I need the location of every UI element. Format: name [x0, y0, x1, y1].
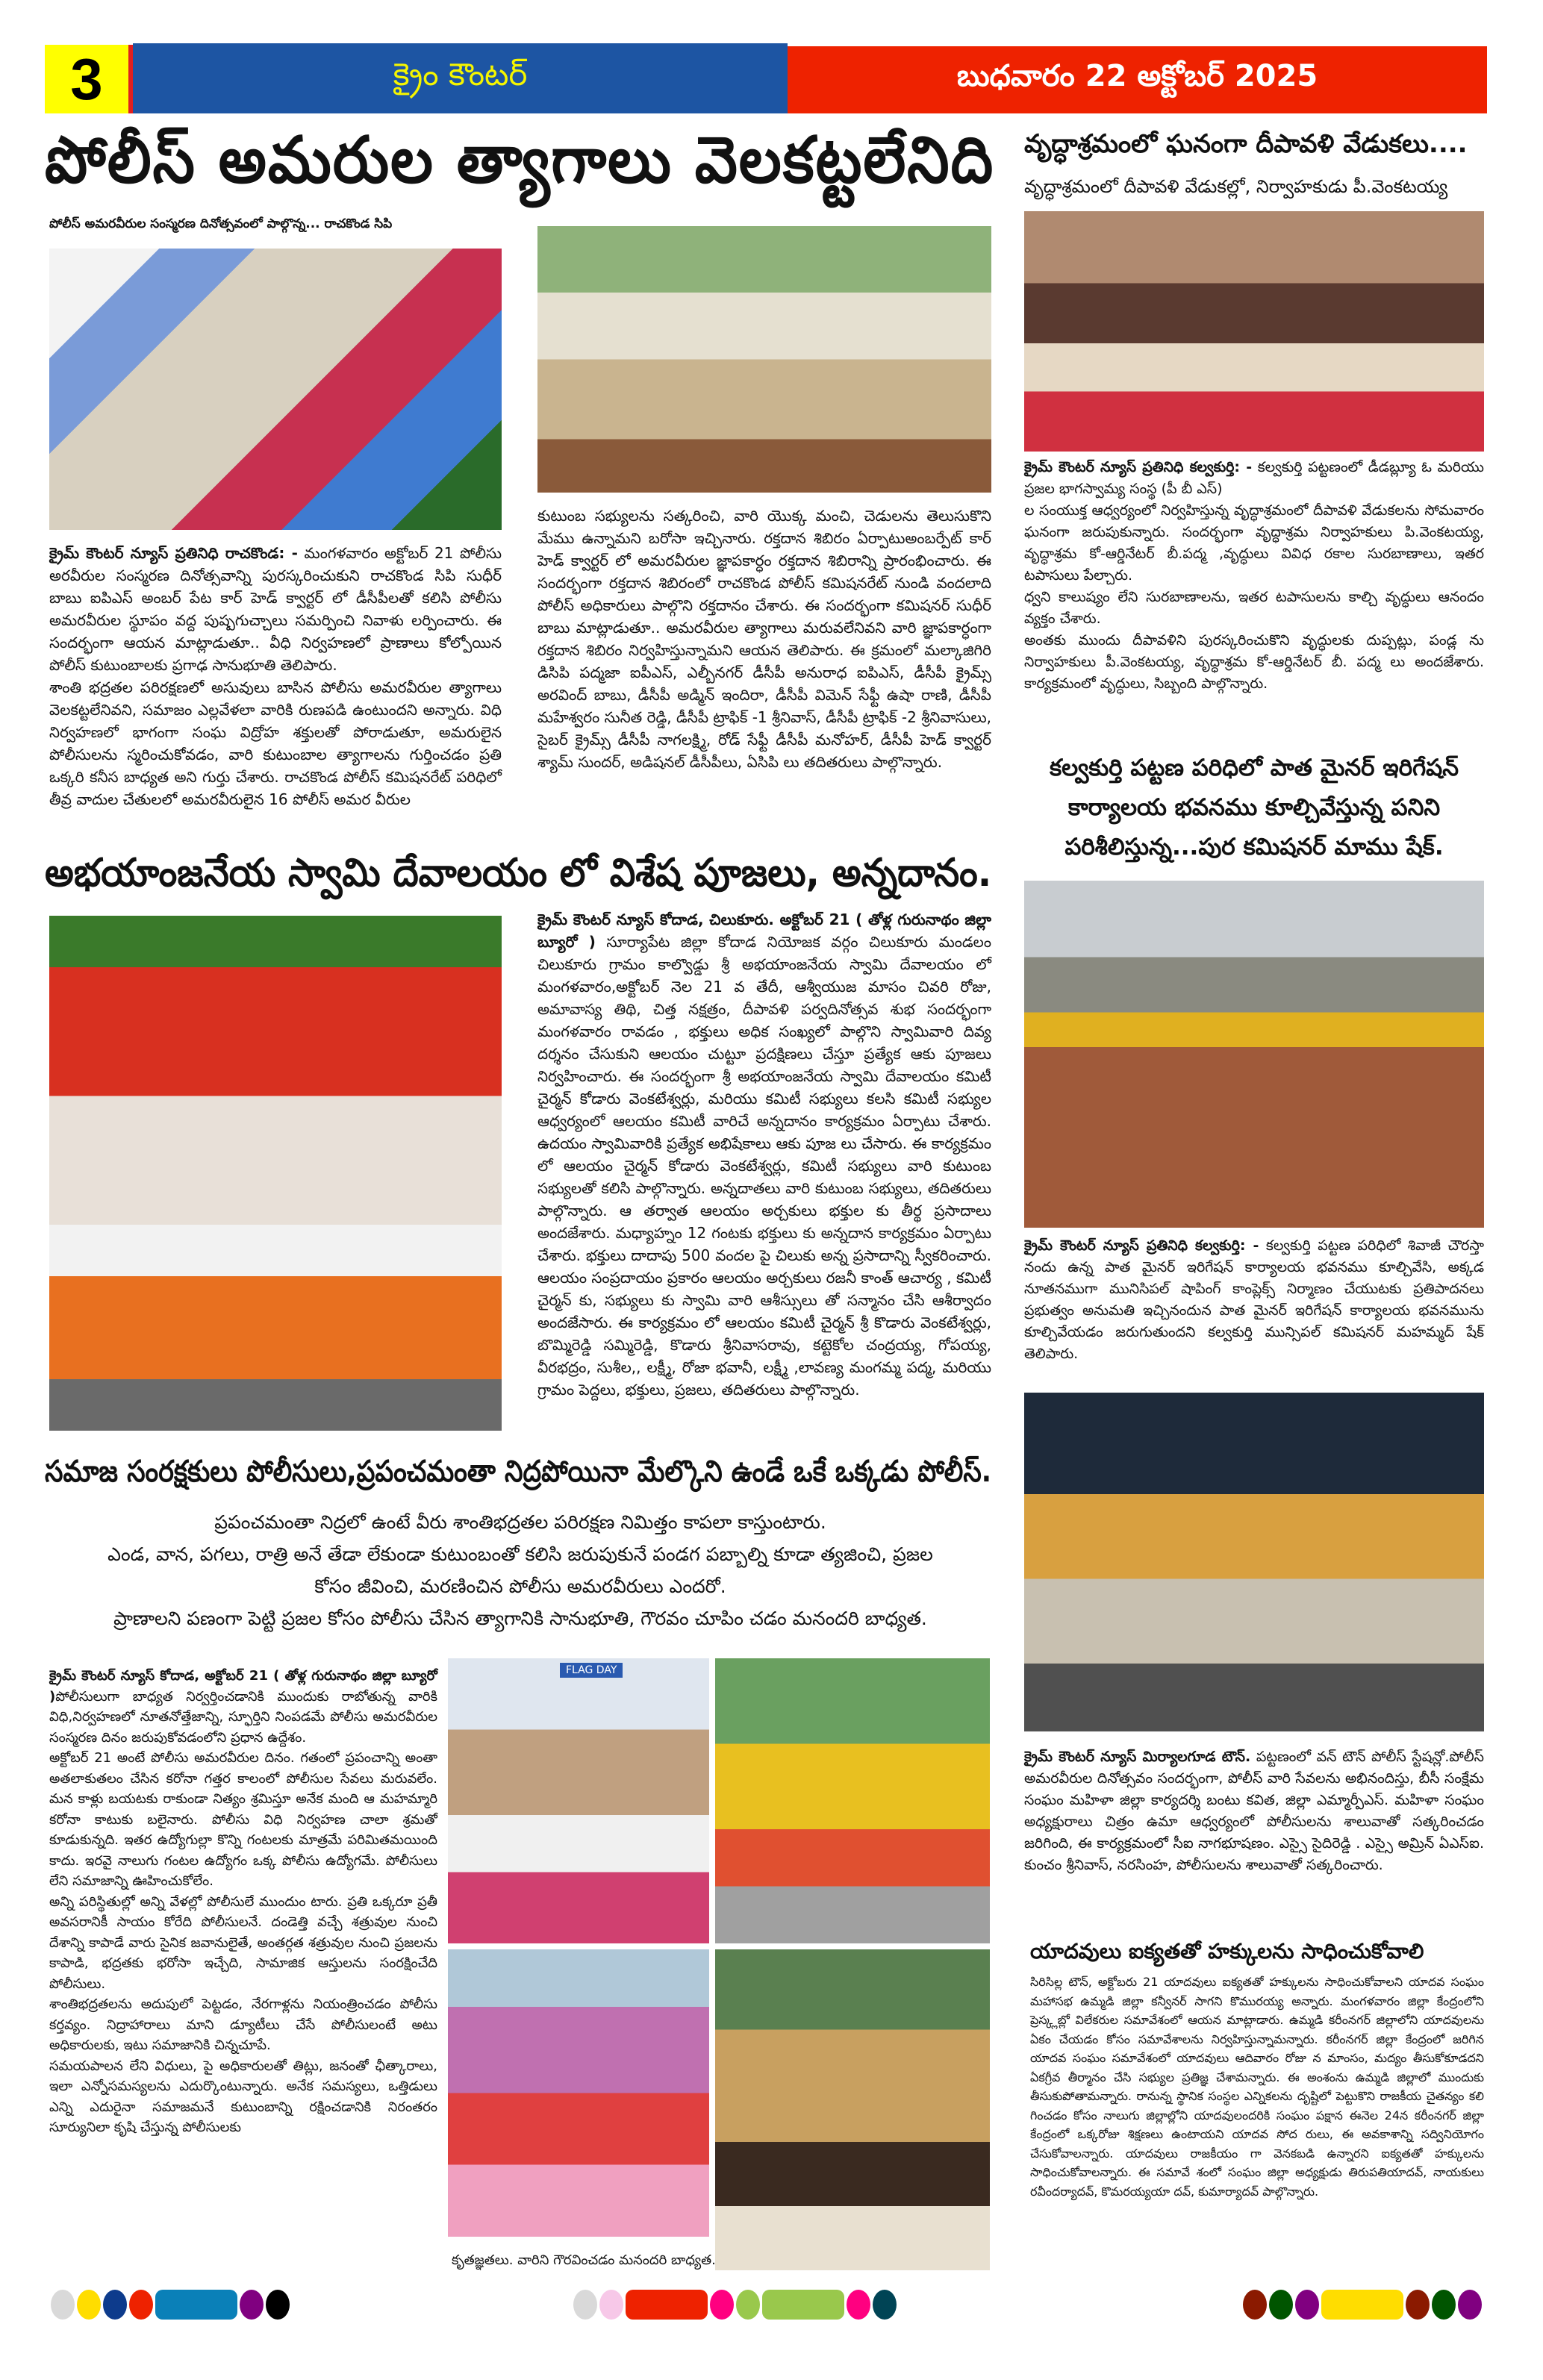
police-felicitation-photo: [1024, 1393, 1484, 1731]
paragraph: పోలీసులుగా బాధ్యత నిర్వర్తించడానికి ముందుకు రాబోతున్న వారికి విధి,నిర్వహణలో నూతనోత్తేజాన్ని, స్ఫూర్తిని నింపడమే పోలీసు అమరవీరుల సంస్మరణ దినం జరుపుకోవడంలోని ప్రధాన ఉద్దేశం.: [49, 1688, 437, 1746]
color-dot: [129, 2290, 153, 2320]
color-dot: [1406, 2290, 1430, 2320]
color-bar: [1321, 2290, 1403, 2320]
color-dot: [573, 2290, 597, 2320]
color-dot: [1269, 2290, 1293, 2320]
diwali-article: [1024, 457, 1484, 695]
color-bar: [155, 2290, 237, 2320]
article-dateline: క్రైమ్ కౌంటర్ న్యూస్ ప్రతినిధి కల్వకుర్తి: -: [1024, 1237, 1259, 1254]
color-bar: [626, 2290, 708, 2320]
issue-date: బుధవారం 22 అక్టోబర్ 2025: [788, 46, 1487, 113]
police-memorial-photo: [49, 249, 502, 530]
paragraph: కుటుంబ సభ్యులను సత్కరించి, వారి యొక్క మంచి, చెడులను తెలుసుకొని మేము ఉన్నామని బరోసా ఇచ్చినారు. రక్తదాన శిబిరం ఏర్పాటుఅంబర్పేట్ కార్ హెడ్ క్వార్టర్ లో అమరవీరుల జ్ఞాపకార్ధం రక్తదాన శిబిరాన్ని ప్రారంభించారు. ఈ సందర్భంగా రక్తదాన శిబిరంలో రాచకొండ పోలీస్ కమిషనరేట్ నుండి వందలాది పోలీస్ అధికారులు పాల్గొని రక్తదానం చేశారు. ఈ సందర్భంగా కమిషనర్ సుధీర్ బాబు మాట్లాడుతూ.. అమరవీరుల త్యాగాలు మరువలేనివని వారి జ్ఞాపకార్ధంగా రక్తదాన శిబిరం నిర్వహిస్తున్నామని ఆయన తెలిపారు. ఈ క్రమంలో మల్కాజిగిరి డిసిపి పద్మజా ఐపీఎస్, ఎల్బీనగర్ డీసీపీ అనురాధ ఐపిఎస్, డీసీపీ క్రైమ్స్ అరవింద్ బాబు, డీసీపీ అడ్మిన్ ఇందిరా, డీసీపీ విమెన్ సేఫ్టీ ఉషా రాణి, డీసీపీ మహేశ్వరం సునీత రెడ్డి, డీసీపీ ట్రాఫిక్ -1 శ్రీనివాస్, డీసీపీ ట్రాఫిక్ -2 శ్రీనివాసులు, సైబర్ క్రైమ్స్ డీసీపీ నాగలక్ష్మి, రోడ్ సేఫ్టీ డీసీపీ మనోహర్, డీసీపీ హెడ్ క్వార్టర్ శ్యామ్ సుందర్, అడిషనల్ డీసీపీలు, ఏసిపి లు తదితరులు పాల్గొన్నారు.: [537, 507, 991, 771]
footer-color-strip-left: [51, 2290, 290, 2320]
article-dateline: క్రైమ్ కౌంటర్ న్యూస్ కోదాడ, అక్టోబర్ 21 ( తోళ్ల గురునాథం జిల్లా బ్యూరో ): [49, 1668, 437, 1705]
diwali-subhead: వృద్ధాశ్రమంలో దీపావళి వేడుకల్లో, నిర్వాహకుడు పీ.వెంకటయ్య: [1024, 176, 1448, 197]
paragraph: సమయపాలన లేని విధులు, పై అధికారులతో తిట్లు, జనంతో ఛీత్కారాలు, ఇలా ఎన్నోసమస్యలను ఎదుర్కొంటున్నారు. అనేక సమస్యలు, ఒత్తిడులు ఎన్ని ఎదురైనా సమాజమనే కుటుంబాన్ని రక్షించడానికి నిరంతరం సూర్యునిలా కృషి చేస్తున్న పోలీసులకు: [49, 2058, 437, 2135]
diwali-celebration-photo: [1024, 211, 1484, 452]
tribute-photo: [448, 1949, 709, 2237]
paragraph: శాంతిభద్రతలను అదుపులో పెట్టడం, నేరగాళ్లను నియంత్రించడం పోలీసు కర్తవ్యం. నిద్రాహారాలు మాని డ్యూటీలు చేసే పోలీసులంటే అటు అధికారులకు, ఇటు సమాజానికి చిన్నచూపే.: [49, 1996, 437, 2053]
paragraph: ల సంయుక్త ఆధ్వర్యంలో నిర్వహిస్తున్న వృద్ధాశ్రమంలో దీపావళి వేడుకలను సోమవారం ఘనంగా జరుపుకున్నారు. సందర్భంగా వృద్ధాశ్రమ నిర్వాహకులు పి.వెంకటయ్య, వృద్ధాశ్రమ కో-ఆర్డినేటర్ బీ.పద్మ ,వృద్ధులు వివిధ రకాల సురబాణాలు, ఇతర టపాసులు పేల్చారు.: [1024, 502, 1484, 584]
paragraph: అక్టోబర్ 21 అంటే పోలీసు అమరవీరుల దినం. గతంలో ప్రపంచాన్ని అంతా అతలాకుతలం చేసిన కరోనా గత్తర కాలంలో పోలీసుల సేవలు మరువలేం. మన కాళ్లు బయటకు రాకుండా నిత్యం శ్రమిస్తూ అనేక మంది ఆ మహమ్మారి కరోనా కాటుకు బలైనారు. పోలీసు విధి నిర్వహణ చాలా శ్రమతో కూడుకున్నది. ఇతర ఉద్యోగుల్లా కొన్ని గంటలకు మాత్రమే పరిమితమయింది కాదు. ఇరవై నాలుగు గంటల ఉద్యోగం ఒక్క పోలీసు ఉద్యోగమే. పోలీసులు లేని సమాజాన్ని ఊహించుకోలేం.: [49, 1750, 437, 1889]
color-dot: [1295, 2290, 1319, 2320]
color-dot: [77, 2290, 101, 2320]
demolition-headline: కల్వకుర్తి పట్టణ పరిధిలో పాత మైనర్ ఇరిగేషన్ కార్యాలయ భవనము కూల్చివేస్తున్న పనిని పరిశీలిస్తున్న...పుర కమిషనర్ మాము షేక్.: [1049, 755, 1459, 861]
police-subhead: పోలీస్ అమరవీరుల సంస్మరణ దినోత్సవంలో పాల్గొన్న... రాచకొండ సిపి: [49, 216, 393, 231]
highlight-line: ఎండ, వాన, పగలు, రాత్రి అనే తేడా లేకుండా కుటుంబంతో కలిసి జరుపుకునే పండగ పబ్బాల్ని కూడా త్యజించి, ప్రజల: [107, 1543, 933, 1565]
demolition-article: [1024, 1235, 1484, 1365]
color-bar: [762, 2290, 844, 2320]
color-dot: [51, 2290, 75, 2320]
color-dot: [266, 2290, 290, 2320]
color-dot: [103, 2290, 127, 2320]
page-number: 3: [45, 45, 133, 113]
demolition-site-photo: [1024, 881, 1484, 1228]
main-headline: పోలీస్ అమరుల త్యాగాలు వెలకట్టలేనిది: [45, 123, 995, 198]
photo-caption: కృతజ్ఞతలు. వారిని గౌరవించడం మనందరి బాధ్యత.: [452, 2252, 716, 2268]
paragraph: శాంతి భద్రతల పరిరక్షణలో అసువులు బాసిన పోలీసు అమరవీరుల త్యాగాలు వెలకట్టలేనివని, సమాజం ఎల్లవేళలా వారికి రుణపడి ఉంటుందని అన్నారు. విధి నిర్వహణలో భాగంగా సంఘ విద్రోహ శక్తులతో పోరాడుతూ, అమరులైన పోలీసులను స్మరించుకోవడం, వారి కుటుంబాల త్యాగాలను గుర్తించడం ప్రతి ఒక్కరి కనీస బాధ్యత అని గుర్తు చేశారు. రాచకొండ పోలీస్ కమిషనరేట్ పరిధిలో తీవ్ర వాదుల చేతులలో అమరవీరులైన 16 పోలీస్ అమర వీరుల: [49, 678, 502, 808]
flag-day-banner: FLAG DAY: [560, 1663, 623, 1678]
paragraph: పట్టణంలో వన్ టౌన్ పోలీస్ స్టేషన్లో.పోలీస్ అమరవీరుల దినోత్సవం సందర్భంగా, పోలీస్ వారి సేవలను అభినందిస్తు, బీసీ సంక్షేమ సంఘం మహిళా జిల్లా కార్యదర్శి బంటు కవిత, జిల్లా ఎమ్మార్పీఎస్. మహిళా సంఘం అధ్యక్షురాలు చిత్రం ఉమా ఆధ్వర్యంలో పోలీసులను శాలువాతో సత్కరించడం జరిగింది, ఈ కార్యక్రమంలో సీఐ నాగభూషణం. ఎస్సై సైదిరెడ్డి . ఎస్సై అమ్రిన్ ఏఎస్ఐ. కుంచం శ్రీనివాస్, నరసింహ, పోలీసులను శాలువాతో సత్కరించారు.: [1024, 1749, 1484, 1873]
newspaper-name: క్రైం కౌంటర్: [133, 43, 788, 113]
diwali-headline: వృద్ధాశ్రమంలో ఘనంగా దీపావళి వేడుకలు....: [1024, 129, 1468, 159]
paragraph: ధ్వని కాలుష్యం లేని సురబాణాలను, ఇతర టపాసులను కాల్చి వృద్ధులు ఆనందం వ్యక్తం చేశారు.: [1024, 589, 1484, 627]
society-headline: సమాజ సంరక్షకులు పోలీసులు,ప్రపంచమంతా నిద్రపోయినా మేల్కొని ఉండే ఒకే ఒక్కడు పోలీస్.: [45, 1455, 992, 1489]
paragraph: మంగళవారం అక్టోబర్ 21 పోలీసు అరవీరుల సంస్మరణ దినోత్సవాన్ని పురస్కరించుకుని రాచకొండ సిపి సుధీర్ బాబు ఐపిఎస్ అంబర్ పేట కార్ హెడ్ క్వార్టర్ లో డీసీపీలతో కలిసి పోలీసు అమరవీరుల స్థూపం వద్ద పుష్పగుచ్చాలు సమర్పించి నివాళు లర్పించారు. ఈ సందర్భంగా ఆయన మాట్లాడుతూ.. వీధి నిర్వహణలో ప్రాణాలు కోల్పోయిన పోలీస్ కుటుంబాలకు ప్రగాఢ సానుభూతి తెలిపారు.: [49, 544, 502, 674]
color-dot: [736, 2290, 760, 2320]
color-dot: [240, 2290, 264, 2320]
police-article-left: [49, 542, 502, 810]
footer-color-strip-right: [1243, 2290, 1482, 2320]
paragraph: కల్వకుర్తి పట్టణంలో డీడబ్ల్యూ ఓ మరియు ప్రజల భాగస్వామ్య సంస్థ (పీ బీ ఎస్): [1024, 459, 1484, 497]
police-officers-photo: [448, 1658, 709, 1943]
police-salute-photo: [715, 1949, 990, 2270]
color-dot: [599, 2290, 623, 2320]
color-dot: [873, 2290, 897, 2320]
temple-article: [537, 908, 991, 1401]
police-article-middle: [537, 505, 991, 773]
article-dateline: క్రైమ్ కౌంటర్ న్యూస్ ప్రతినిధి కల్వకుర్తి: -: [1024, 459, 1253, 475]
color-dot: [710, 2290, 734, 2320]
color-dot: [1432, 2290, 1456, 2320]
yadav-headline: యాదవులు ఐక్యతతో హక్కులను సాధించుకోవాలి: [1030, 1939, 1424, 1964]
highlight-line: ప్రపంచమంతా నిద్రలో ఉంటే వీరు శాంతిభద్రతల పరిరక్షణ నిమిత్తం కాపలా కాస్తుంటారు.: [214, 1511, 826, 1533]
color-dot: [1243, 2290, 1267, 2320]
paragraph: సూర్యాపేట జిల్లా కోదాడ నియోజక వర్గం చిలుకూరు మండలం చిలుకూరు గ్రామం కాల్వొడ్డు శ్రీ అభయాంజనేయ స్వామి దేవాలయం లో మంగళవారం,అక్టోబర్ నెల 21 వ తేదీ, ఆశ్వీయుజ మాసం చివరి రోజు, అమావాస్య తిథి, చిత్త నక్షత్రం, దీపావళి పర్వదినోత్సవ శుభ సందర్భంగా మంగళవారం రావడం , భక్తులు అధిక సంఖ్యలో పాల్గొని స్వామివారి దివ్య దర్శనం చేసుకుని ఆలయం చుట్టూ ప్రదక్షిణలు చేస్తూ ప్రత్యేక ఆకు పూజలు నిర్వహించారు. ఈ సందర్భంగా శ్రీ అభయాంజనేయ స్వామి దేవాలయం కమిటీ చైర్మన్ కోడారు వెంకటేశ్వర్లు, మరియు కమిటీ సభ్యులు కలసి కమిటీ సభ్యుల ఆధ్వర్యంలో ఆలయం కమిటీ వారిచే అన్నదానం కార్యక్రమం ఏర్పాటు చేశారు. ఉదయం స్వామివారికి ప్రత్యేక అభిషేకాలు ఆకు పూజ లు చేసారు. ఈ కార్యక్రమం లో ఆలయం చైర్మన్ కోడారు వెంకటేశ్వర్లు, కమిటీ సభ్యులు వారి కుటుంబ సభ్యులతో కలిసి పాల్గొన్నారు. అన్నదాతలు వారి కుటుంబ సభ్యులు, తదితరులు పాల్గొన్నారు. ఆ తర్వాత ఆలయం అర్చకులు భక్తుల కు తీర్థ ప్రసాదాలు అందజేశారు. మధ్యాహ్నం 12 గంటకు భక్తులు కు అన్నదాన కార్యక్రమం ఏర్పాటు చేశారు. భక్తులు దాదాపు 500 వందల పై చిలుకు అన్న ప్రసాదాన్ని స్వీకరించారు. ఆలయం సంప్రదాయం ప్రకారం ఆలయం అర్చకులు రజనీ కాంత్ ఆచార్య , కమిటీ చైర్మన్ కు, సభ్యులు కు స్వామి వారి ఆశీస్సులు తో సన్మానం చేసి ఆశీర్వాదం అందజేసారు. ఈ కార్యక్రమం లో ఆలయం కమిటీ చైర్మన్ శ్రీ కొడారు వెంకటేశ్వర్లు, బొమ్మిరెడ్డి సమ్మిరెడ్డి, కొడారు శ్రీనివాసరావు, కట్టెకోల చంద్రయ్య, గోపయ్య, వీరభద్రం, సుశీల,, లక్ష్మీ, రోజా భవానీ, లక్ష్మీ ,లావణ్య మంగమ్మ పద్మ, మరియు గ్రామం పెద్దలు, భక్తులు, ప్రజలు, తదితరులు పాల్గొన్నారు.: [537, 933, 991, 1399]
article-dateline: క్రైమ్ కౌంటర్ న్యూస్ మిర్యాలగూడ టౌన్.: [1024, 1749, 1251, 1765]
temple-collage-photo: [49, 916, 502, 1431]
highlight-line: కోసం జీవించి, మరణించిన పోలీసు అమరవీరులు ఎందరో.: [314, 1575, 726, 1597]
paragraph: అన్ని పరిస్థితుల్లో అన్ని వేళల్లో పోలీసులే ముందుం టారు. ప్రతి ఒక్కరూ ప్రతీ అవసరానికీ సాయం కోరేది పోలీసులనే. దండెత్తి వచ్చే శత్రువుల నుంచి దేశాన్ని కాపాడే వారు సైనిక జవానులైతే, అంతర్గత శత్రువుల నుంచి ప్రజలను కాపాడి, భద్రతకు భరోసా ఇచ్చేది, సామాజిక ఆస్తులను సంరక్షించేది పోలీసులు.: [49, 1893, 437, 1992]
temple-headline: అభయాంజనేయ స్వామి దేవాలయం లో విశేష పూజలు, అన్నదానం.: [45, 851, 992, 896]
highlight-line: ప్రాణాలని పణంగా పెట్టి ప్రజల కోసం పోలీసు చేసిన త్యాగానికి సానుభూతి, గౌరవం చూపిం చడం మనందరి బాధ్యత.: [113, 1608, 927, 1629]
society-article: [49, 1666, 437, 2138]
memorial-wreath-photo: [715, 1658, 990, 1943]
paragraph: అంతకు ముందు దీపావళిని పురస్కరించుకొని వృద్ధులకు దుప్పట్లు, పండ్ల ను నిర్వాహకులు పీ.వెంకటయ్య, వృద్ధాశ్రమ కో-ఆర్డినేటర్ బీ. పద్మ లు అందజేశారు. కార్యక్రమంలో వృద్ధులు, సిబ్బంది పాల్గొన్నారు.: [1024, 632, 1484, 692]
article-dateline: క్రైమ్ కౌంటర్ న్యూస్ కోదాడ, చిలుకూరు. అక్టోబర్ 21 ( తోళ్ల గురునాథం జిల్లా బ్యూరో ): [537, 911, 991, 951]
blood-donation-photo: [537, 226, 991, 493]
paragraph: కల్వకుర్తి పట్టణ పరిధిలో శివాజీ చౌరస్తా నందు ఉన్న పాత మైనర్ ఇరిగేషన్ కార్యాలయ భవనము కూల్చివేసి, అక్కడ నూతనముగా మునిసిపల్ షాపింగ్ కాంప్లెక్స్ నిర్మాణం చేయుటకు ప్రతిపాదనలు ప్రభుత్వం అనుమతి ఇచ్చినందున పాత మైనర్ ఇరిగేషన్ కార్యాలయ భవనమును కూల్చివేయడం జరుగుతుందని కల్వకుర్తి మున్సిపల్ కమిషనర్ మహమ్మద్ షేక్ తెలిపారు.: [1024, 1237, 1485, 1362]
yadav-article: [1030, 1973, 1484, 2201]
paragraph: సిరిసిల్ల టౌన్, అక్టోబరు 21 యాదవులు ఐక్యతతో హక్కులను సాధించుకోవాలని యాదవ సంఘం మహాసభ ఉమ్మడి జిల్లా కన్వీనర్ సాగని కొమురయ్య అన్నారు. మంగళవారం జిల్లా కేంద్రంలోని ప్రెస్క్లబ్లో విలేకరుల సమావేశంలో ఆయన మాట్లాడారు. ఉమ్మడి కరీంనగర్ జిల్లాలోని యాదవులను ఏకం చేయడం కోసం సమావేశాలను నిర్వహిస్తున్నామన్నారు. కరీంనగర్ జిల్లా కేంద్రంలో జరిగిన యాదవ సంఘం సమావేశంలో యాదవులు ఆదివారం రోజు న మాంసం, మద్యం తీసుకోకూడదని ఏకగ్రీవ తీర్మానం చేసి సభ్యుల ప్రతిజ్ఞ చేశామన్నారు. ఈ అంశంను ఉమ్మడి జిల్లాలో ముందుకు తీసుకుపోతామన్నారు. రానున్న స్థానిక సంస్థల ఎన్నికలను దృష్టిలో పెట్టుకొని రాజకీయ చైతన్యం కలి గించడం కోసం నాలుగు జిల్లాల్లోని యాదవులందరికి సంఘం పక్షాన ఈనెల 24న కరీంనగర్ జిల్లా కేంద్రంలో ఒక్కరోజు శిక్షణలు ఉంటాయని యాదవ సోద రులు, ఈ అవకాశాన్ని సద్వినియోగం చేసుకోవాలన్నారు. యాదవులు రాజకీయం గా వెనకబడి ఉన్నారని ఐక్యతతో హక్కులను సాధించుకోవాలన్నారు. ఈ సమావే శంలో సంఘం జిల్లా అధ్యక్షుడు తిరుపతియాదవ్, నాయకులు రవీందర్యాదవ్, కొమరయ్యయా దవ్, కుమార్యాదవ్ పాల్గొన్నారు.: [1030, 1975, 1484, 2199]
miryalaguda-article: [1024, 1746, 1484, 1876]
color-dot: [847, 2290, 870, 2320]
society-highlights: [49, 1506, 991, 1634]
article-dateline: క్రైమ్ కౌంటర్ న్యూస్ ప్రతినిధి రాచకొండ: -: [49, 544, 298, 562]
footer-color-strip-center: [573, 2290, 897, 2320]
color-dot: [1458, 2290, 1482, 2320]
